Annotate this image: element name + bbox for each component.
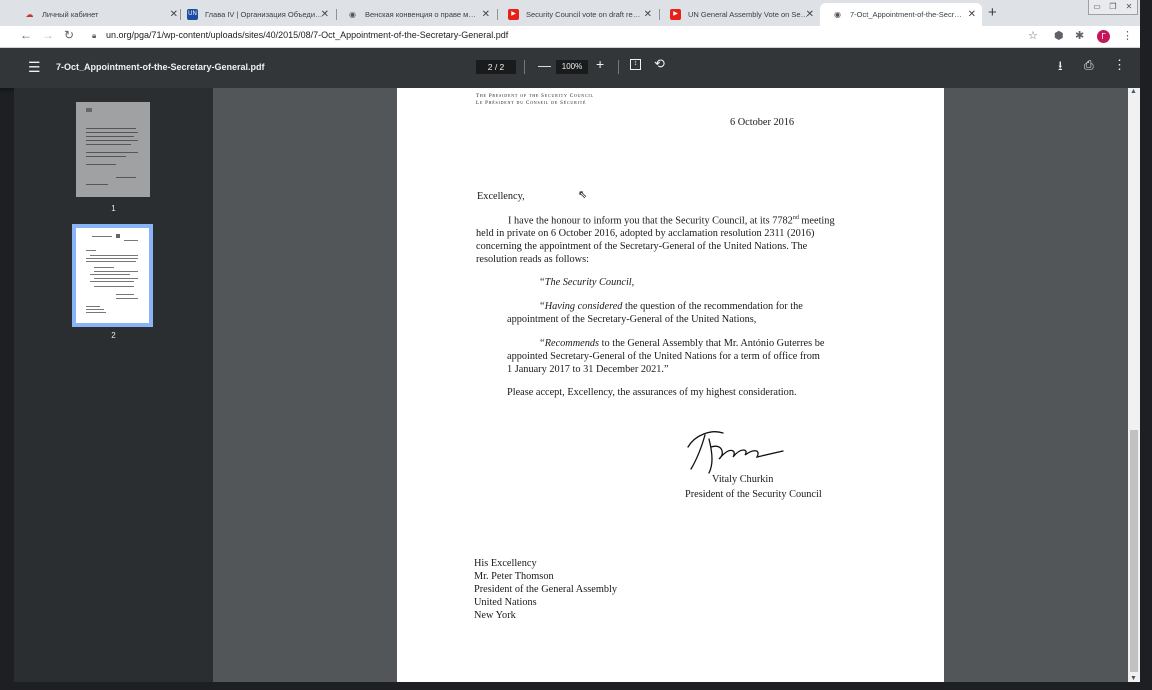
window-controls bbox=[1088, 0, 1138, 15]
scroll-up-arrow-icon[interactable]: ▲ bbox=[1130, 88, 1137, 95]
scroll-down-arrow-icon[interactable]: ▼ bbox=[1130, 675, 1137, 682]
globe-icon: ◉ bbox=[834, 10, 841, 19]
puzzle-icon[interactable]: ✱ bbox=[1075, 30, 1085, 42]
paragraph-line: concerning the appointment of the Secretary-General of the United Nations. The bbox=[476, 241, 808, 252]
address-bar[interactable]: un.org/pga/71/wp-content/uploads/sites/40/2015/08/7-Oct_Appointment-of-the-Secretary-General.pdf bbox=[106, 30, 509, 40]
tab-security-council-vote[interactable] bbox=[496, 3, 658, 26]
un-icon: UN bbox=[187, 9, 198, 20]
download-icon[interactable]: ⭳ bbox=[1058, 58, 1063, 73]
tab-title: Security Council vote on draft re… bbox=[526, 10, 641, 19]
addressee-line: Mr. Peter Thomson bbox=[474, 571, 554, 582]
restore-icon[interactable]: ❐ bbox=[1109, 2, 1117, 11]
forward-icon[interactable]: → bbox=[42, 28, 54, 42]
page-number-input[interactable]: 2 bbox=[487, 62, 493, 72]
close-icon[interactable]: ✕ bbox=[805, 9, 814, 20]
thumbnail-label-2: 2 bbox=[111, 331, 116, 340]
window-border bbox=[1140, 0, 1152, 690]
tab-title: Глава IV | Организация Объеди… bbox=[205, 10, 323, 19]
cloud-icon: ☁ bbox=[25, 10, 34, 19]
minimize-icon[interactable]: ▭ bbox=[1093, 2, 1101, 11]
quote-line: appointment of the Secretary-General of the United Nations, bbox=[507, 314, 757, 325]
tab-general-assembly-vote[interactable] bbox=[658, 3, 820, 26]
paragraph-line: I have the honour to inform you that the Security Council, at its 7782nd meeting bbox=[508, 215, 835, 227]
tab-strip bbox=[0, 0, 1152, 26]
close-icon[interactable]: ✕ bbox=[967, 9, 976, 20]
tab-title: UN General Assembly Vote on Se… bbox=[688, 10, 809, 19]
signer-title: President of the Security Council bbox=[685, 489, 822, 500]
quote-line: “The Security Council, bbox=[539, 277, 635, 288]
avatar[interactable]: Г bbox=[1097, 30, 1110, 43]
browser-toolbar bbox=[0, 26, 1152, 48]
pdf-toolbar bbox=[0, 48, 1140, 88]
pdf-page-2 bbox=[397, 88, 944, 682]
tab-appointment-pdf[interactable] bbox=[820, 3, 982, 26]
letterhead-english: The President of the Security Council bbox=[476, 94, 594, 99]
letter-date: 6 October 2016 bbox=[730, 117, 795, 128]
page-total: / 2 bbox=[494, 62, 505, 72]
zoom-level-input[interactable]: 100% bbox=[556, 60, 588, 74]
tab-vienna-convention[interactable] bbox=[335, 3, 496, 26]
close-icon[interactable]: ✕ bbox=[169, 9, 178, 20]
paragraph-line: held in private on 6 October 2016, adopted by acclamation resolution 2311 (2016) bbox=[476, 228, 815, 239]
menu-kebab-icon[interactable]: ⋮ bbox=[1122, 30, 1133, 42]
quote-line: “Having considered the question of the recommendation for the bbox=[539, 301, 803, 312]
hamburger-menu-icon[interactable]: ☰ bbox=[28, 59, 41, 75]
tab-title: Венская конвенция о праве м… bbox=[365, 10, 476, 19]
extension-icon[interactable]: ⬢ bbox=[1054, 30, 1064, 42]
youtube-icon: ▶ bbox=[508, 9, 519, 20]
thumbnail-label-1: 1 bbox=[111, 204, 116, 213]
quote-line: “Recommends to the General Assembly that Mr. António Guterres be bbox=[539, 338, 825, 349]
mouse-cursor-icon: ⇖ bbox=[578, 189, 588, 201]
back-icon[interactable]: ← bbox=[20, 28, 32, 42]
globe-icon: ◉ bbox=[349, 10, 356, 19]
quote-line: 1 January 2017 to 31 December 2021.” bbox=[507, 364, 669, 375]
addressee-line: His Excellency bbox=[474, 558, 537, 569]
scrollbar-thumb[interactable] bbox=[1130, 430, 1138, 672]
lock-icon: 🔒︎ bbox=[92, 31, 97, 40]
tab-title: Личный кабинет bbox=[42, 10, 99, 19]
more-options-icon[interactable]: ⋮ bbox=[1113, 57, 1126, 72]
youtube-icon: ▶ bbox=[670, 9, 681, 20]
close-icon[interactable]: ✕ bbox=[320, 9, 329, 20]
signer-name: Vitaly Churkin bbox=[712, 474, 774, 485]
rotate-icon[interactable]: ⟲ bbox=[654, 56, 665, 71]
page-thumbnail-1[interactable] bbox=[76, 102, 150, 197]
page-indicator[interactable] bbox=[476, 60, 516, 74]
close-icon[interactable]: ✕ bbox=[481, 9, 490, 20]
tab-chapter-iv[interactable] bbox=[175, 3, 335, 26]
addressee-line: New York bbox=[474, 610, 516, 621]
print-icon[interactable]: ⎙ bbox=[1084, 58, 1094, 72]
letterhead-french: Le Président du Conseil de Sécurité bbox=[476, 101, 587, 106]
vertical-scrollbar[interactable] bbox=[1128, 88, 1140, 682]
bookmark-star-icon[interactable]: ☆ bbox=[1028, 30, 1038, 42]
reload-icon[interactable]: ↻ bbox=[64, 28, 75, 42]
addressee-line: President of the General Assembly bbox=[474, 584, 617, 595]
quote-line: appointed Secretary-General of the United Nations for a term of office from bbox=[507, 351, 820, 362]
thumbnail-sidebar bbox=[14, 88, 213, 682]
document-title: 7-Oct_Appointment-of-the-Secretary-General.pdf bbox=[56, 62, 265, 72]
close-window-icon[interactable]: ✕ bbox=[1125, 2, 1133, 11]
zoom-out-button[interactable]: — bbox=[538, 58, 551, 73]
salutation: Excellency, bbox=[477, 191, 525, 202]
closing-line: Please accept, Excellency, the assurances of my highest consideration. bbox=[507, 387, 797, 398]
zoom-in-button[interactable]: + bbox=[596, 56, 605, 72]
handwritten-signature bbox=[683, 425, 793, 475]
addressee-line: United Nations bbox=[474, 597, 537, 608]
page-thumbnail-2[interactable] bbox=[76, 228, 149, 323]
tab-title: 7-Oct_Appointment-of-the-Secr… bbox=[850, 10, 962, 19]
paragraph-line: resolution reads as follows: bbox=[476, 254, 589, 265]
close-icon[interactable]: ✕ bbox=[643, 9, 652, 20]
tab-personal-cabinet[interactable] bbox=[12, 3, 184, 26]
fit-to-page-icon[interactable]: ↕ bbox=[630, 59, 641, 70]
new-tab-button[interactable]: + bbox=[988, 4, 997, 21]
